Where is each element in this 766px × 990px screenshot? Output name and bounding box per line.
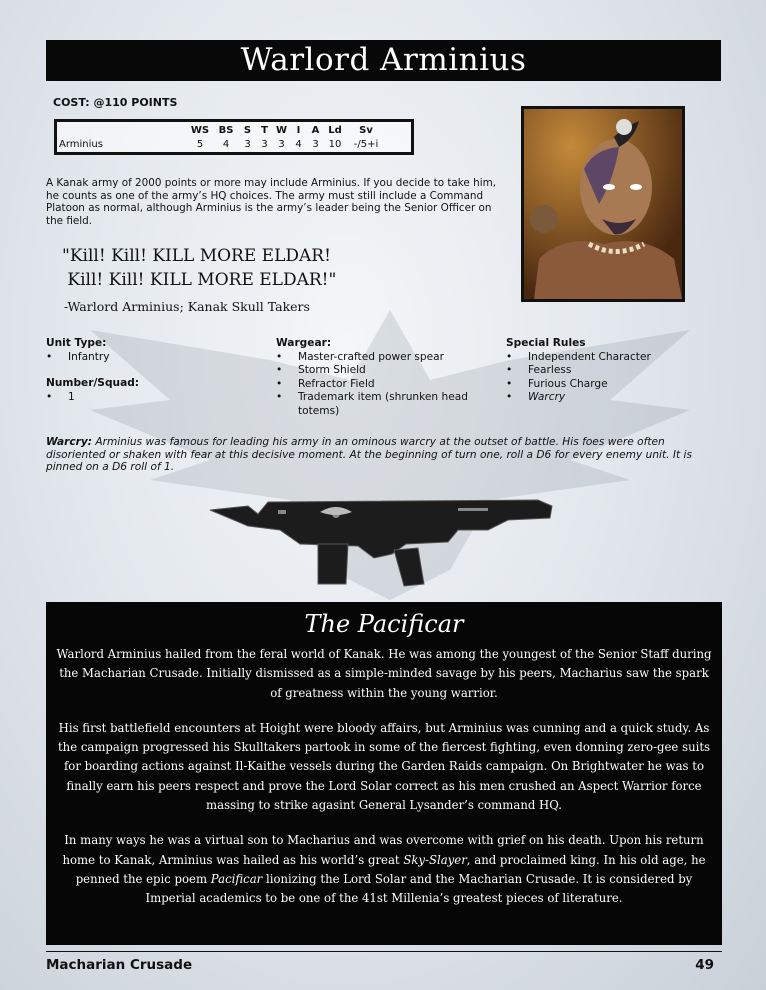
special-rules-column [506,337,716,405]
story-paragraph: His first battlefield encounters at Hoight were bloody affairs, but Arminius was cunning and a quick study. As the campaign progressed his Skulltakers partook in some of the fiercest fighting, even donning zero-gee suits for boarding actions against Il-Kaithe vessels during the Garden Raids campaign. On Brightwater he was to finally earn his peers respect and prove the Lord Solar correct as his men crushed an Aspect Warrior force massing to strike agasint General Lysander’s command HQ. [57,720,711,813]
list-item: • Master-crafted power spear [276,351,486,365]
warcry-label: Warcry: [46,436,92,448]
stat-header: Ld [328,125,342,136]
warcry-rule [46,436,726,474]
story-text: , and proclaimed king. In his old age, he penned the epic poem [75,852,706,886]
list-item: • Infantry [46,351,246,365]
stat-header: WS [190,125,210,136]
story-paragraph: Warlord Arminius hailed from the feral world of Kanak. He was among the youngest of the Senior Staff during the Macharian Crusade. Initially dismissed as a simple-minded savage by his peers, Macharius saw the spark of greatness within the young warrior. [56,647,712,700]
stat-row [59,137,386,151]
stat-header: W [275,125,288,136]
stat-header: S [243,125,252,136]
stat-table [54,119,414,155]
story-title: The Pacificar [304,610,464,638]
stat-cell: -/5+i [353,138,379,150]
wargear-column [276,337,486,418]
stat-header [59,124,187,137]
special-rules-heading: Special Rules [506,337,586,349]
lasgun-icon [208,488,558,588]
unit-type-heading: Unit Type: [46,337,107,349]
story-emphasis: Pacificar [210,871,263,886]
intro-text: A Kanak army of 2000 points or more may include Arminius. If you decide to take him, he counts as one of the army’s HQ choices. The army must still include a Command Platoon as normal, although Arminius is the army’s leader being the Senior Officer on the field. [46,177,497,227]
footer-divider [46,951,722,952]
unit-info-column [46,337,246,404]
story-panel [46,602,722,945]
stat-header: Sv [359,125,373,136]
stat-cell: 3 [278,138,285,150]
stat-cell: Arminius [59,138,103,150]
wargear-heading: Wargear: [276,337,332,349]
list-item: • Warcry [506,391,716,405]
list-item: • Trademark item (shrunken head totems) [276,391,486,418]
battle-quote: "Kill! Kill! KILL MORE ELDAR! Kill! Kill! KILL MORE ELDAR!" [62,246,337,290]
stat-cell: 3 [261,138,268,150]
stat-cell: 4 [295,138,302,150]
page-number: 49 [695,957,714,973]
story-text: In many ways he was a virtual son to Macharius and was overcome with grief on his death. Upon his return home to Kanak, Arminius was hailed as his world’s great [62,833,704,867]
warrior-portrait-icon [524,109,682,299]
stat-header-row [59,124,386,137]
list-item: • Furious Charge [506,378,716,392]
footer-book-title: Macharian Crusade [46,957,193,973]
warlord-portrait [521,106,685,302]
story-paragraph [54,831,714,908]
stat-cell: 5 [196,138,204,150]
number-squad-heading: Number/Squad: [46,377,140,389]
stat-cell: 3 [244,138,251,150]
list-item: • Independent Character [506,351,716,365]
stat-header: I [296,125,301,136]
list-item: • Fearless [506,364,716,378]
quote-attribution: -Warlord Arminius; Kanak Skull Takers [64,299,310,314]
story-text: lionizing the Lord Solar and the Macharian Crusade. It is considered by Imperial academics to be one of the 41st Millenia’s greatest pieces of literature. [145,871,693,906]
warcry-text: Arminius was famous for leading his army in an ominous warcry at the outset of battle. His foes were often disoriented or shaken with fear at this decisive moment. At the beginning of turn one, roll a D6 for every enemy unit. It is pinned on a D6 roll of 1. [46,436,692,474]
stat-cell: 3 [312,138,319,150]
cost-label: COST: @110 POINTS [53,96,178,109]
stat-header: A [311,125,320,136]
stat-header: T [261,125,268,136]
story-emphasis: Sky-Slayer [403,852,467,867]
stat-cell: 4 [222,138,230,150]
stat-header: BS [218,125,234,136]
list-item: • Storm Shield [276,364,486,378]
stat-cell: 10 [328,138,342,150]
list-item: • Refractor Field [276,378,486,392]
page-title: Warlord Arminius [46,40,721,81]
list-item: • 1 [46,391,246,405]
